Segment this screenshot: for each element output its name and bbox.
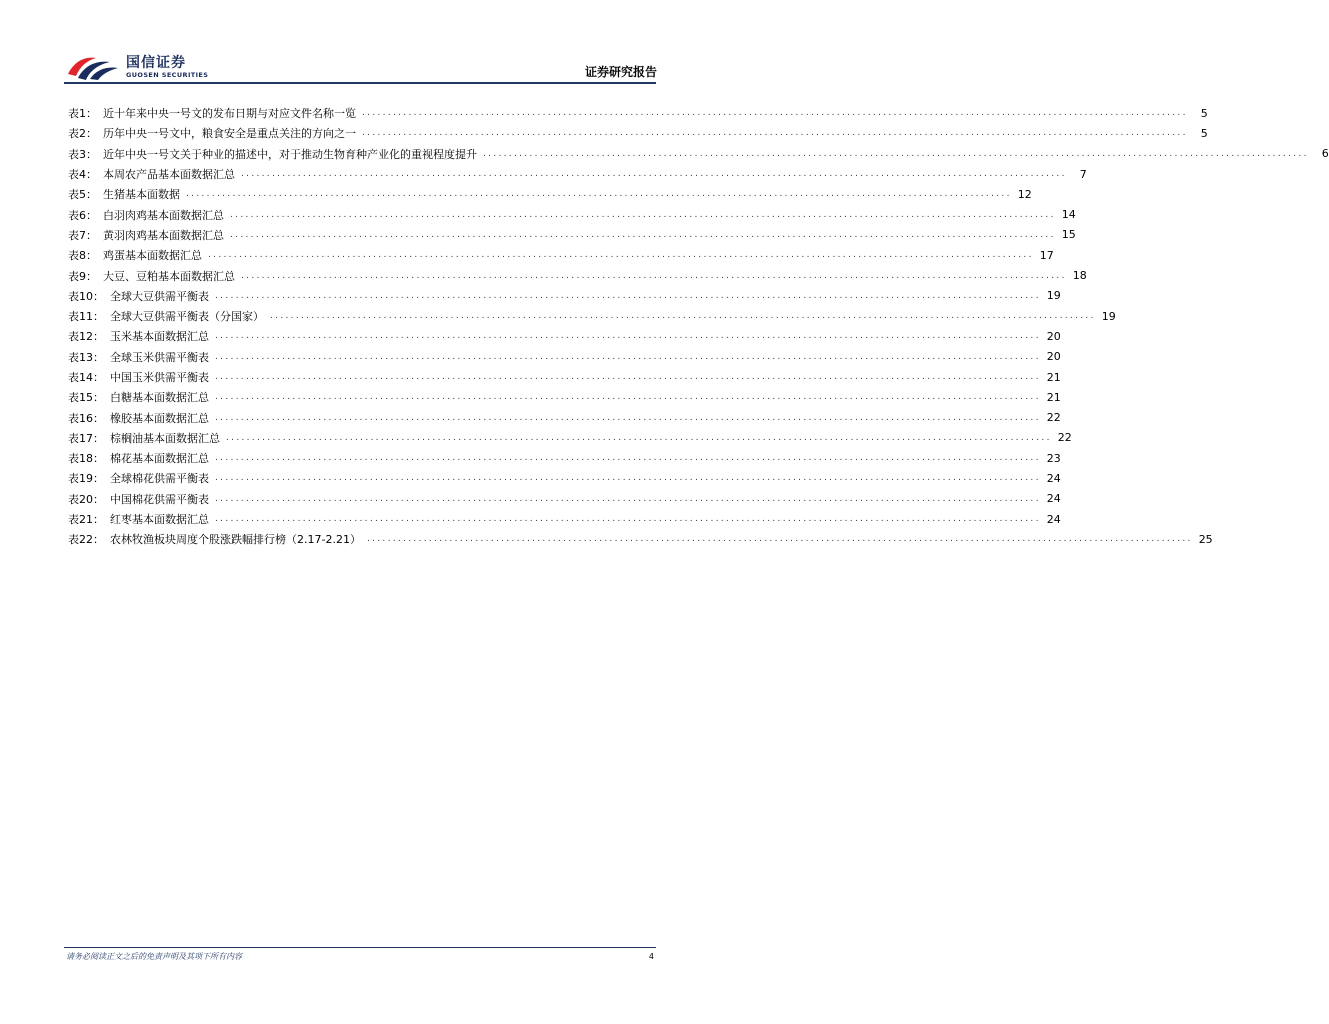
page-header xyxy=(66,50,657,90)
toc-leader-dots: ................................................................................................................................................................ xyxy=(215,453,1041,464)
toc-entry-label xyxy=(68,430,220,446)
toc-entry-title: 历年中央一号文中，粮食安全是重点关注的方向之一 xyxy=(103,127,356,141)
toc-entry-title: 鸡蛋基本面数据汇总 xyxy=(103,249,202,263)
toc-entry-label xyxy=(68,268,235,284)
toc-entry-number: 表7： xyxy=(68,228,97,242)
toc-leader-dots: ................................................................................................................................................................ xyxy=(215,392,1041,403)
toc-entry[interactable] xyxy=(68,367,1061,387)
toc-entry-number: 表10： xyxy=(68,289,104,303)
table-of-figures xyxy=(68,103,1329,550)
toc-leader-dots: ................................................................................................................................................................ xyxy=(483,148,1309,159)
toc-entry-number: 表12： xyxy=(68,330,104,344)
toc-entry-label xyxy=(68,288,209,304)
toc-entry[interactable] xyxy=(68,468,1061,488)
guosen-logo xyxy=(66,50,226,86)
toc-entry-title: 白羽肉鸡基本面数据汇总 xyxy=(103,208,224,222)
toc-entry[interactable] xyxy=(68,265,1087,285)
page-number: 4 xyxy=(648,952,654,961)
footer-disclaimer: 请务必阅读正文之后的免责声明及其项下所有内容 xyxy=(66,952,242,961)
toc-entry-page: 24 xyxy=(1046,471,1061,485)
toc-entry-number: 表14： xyxy=(68,371,104,384)
toc-leader-dots: ................................................................................................................................................................ xyxy=(215,412,1041,423)
toc-entry-number: 表20： xyxy=(68,492,104,506)
toc-entry-page: 22 xyxy=(1046,411,1061,425)
toc-entry-page: 24 xyxy=(1046,492,1061,506)
toc-entry-label xyxy=(68,531,361,547)
toc-entry-page: 5 xyxy=(1200,126,1208,140)
toc-entry[interactable] xyxy=(68,347,1061,367)
toc-entry-title: 中国玉米供需平衡表 xyxy=(110,371,209,384)
toc-entry-number: 表18： xyxy=(68,452,104,466)
toc-entry-label xyxy=(68,146,477,162)
toc-entry-page: 12 xyxy=(1017,187,1032,201)
toc-entry-page: 19 xyxy=(1046,289,1061,303)
toc-entry[interactable] xyxy=(68,489,1061,509)
toc-leader-dots: ................................................................................................................................................................ xyxy=(208,250,1034,261)
toc-entry-page: 6 xyxy=(1321,147,1329,161)
toc-leader-dots: ................................................................................................................................................................ xyxy=(230,209,1056,220)
toc-entry-label xyxy=(68,450,209,466)
toc-leader-dots: ................................................................................................................................................................ xyxy=(226,432,1052,443)
toc-entry[interactable] xyxy=(68,509,1061,529)
toc-entry-label xyxy=(68,186,180,202)
toc-leader-dots: ................................................................................................................................................................ xyxy=(270,311,1096,322)
toc-entry-page: 24 xyxy=(1046,512,1061,526)
toc-entry-number: 表6： xyxy=(68,208,97,222)
toc-entry[interactable] xyxy=(68,103,1208,123)
toc-entry[interactable] xyxy=(68,286,1061,306)
toc-entry-number: 表5： xyxy=(68,188,97,202)
toc-leader-dots: ................................................................................................................................................................ xyxy=(230,229,1056,240)
toc-entry[interactable] xyxy=(68,529,1213,549)
toc-entry[interactable] xyxy=(68,184,1032,204)
toc-entry-title: 本周农产品基本面数据汇总 xyxy=(103,168,235,182)
toc-entry-title: 近年中央一号文关于种业的描述中，对于推动生物育种产业化的重视程度提升 xyxy=(103,147,477,161)
toc-leader-dots: ................................................................................................................................................................ xyxy=(215,331,1041,342)
toc-entry-title: 近十年来中央一号文的发布日期与对应文件名称一览 xyxy=(103,107,356,121)
footer-divider xyxy=(64,947,656,948)
toc-leader-dots: ................................................................................................................................................................ xyxy=(215,473,1041,484)
toc-entry[interactable] xyxy=(68,204,1076,224)
toc-entry-title: 生猪基本面数据 xyxy=(103,188,180,202)
toc-entry[interactable] xyxy=(68,387,1061,407)
toc-entry-title: 黄羽肉鸡基本面数据汇总 xyxy=(103,228,224,242)
toc-entry-label xyxy=(68,389,209,405)
toc-entry-number: 表8： xyxy=(68,249,97,263)
toc-entry[interactable] xyxy=(68,407,1061,427)
toc-entry-label xyxy=(68,308,264,324)
toc-entry-title: 农林牧渔板块周度个股涨跌幅排行榜（2.17-2.21） xyxy=(110,533,361,547)
toc-entry-number: 表22： xyxy=(68,533,104,547)
toc-entry-number: 表17： xyxy=(68,431,104,445)
toc-entry-label xyxy=(68,491,209,507)
toc-entry-label xyxy=(68,410,209,426)
toc-entry-number: 表19： xyxy=(68,472,104,486)
toc-entry[interactable] xyxy=(68,428,1072,448)
toc-entry-title: 全球大豆供需平衡表（分国家） xyxy=(110,310,264,324)
toc-entry-title: 全球棉花供需平衡表 xyxy=(110,472,209,486)
toc-entry[interactable] xyxy=(68,225,1076,245)
toc-entry[interactable] xyxy=(68,123,1208,143)
toc-entry-title: 大豆、豆粕基本面数据汇总 xyxy=(103,269,235,283)
toc-leader-dots: ................................................................................................................................................................ xyxy=(215,372,1041,382)
toc-entry-label xyxy=(68,349,209,365)
report-type-label: 证券研究报告 xyxy=(584,65,657,79)
toc-leader-dots: ................................................................................................................................................................ xyxy=(215,351,1041,362)
toc-entry-title: 棉花基本面数据汇总 xyxy=(110,452,209,466)
toc-entry-page: 21 xyxy=(1046,390,1061,404)
toc-leader-dots: ................................................................................................................................................................ xyxy=(215,290,1041,301)
toc-leader-dots: ................................................................................................................................................................ xyxy=(241,169,1067,180)
toc-leader-dots: ................................................................................................................................................................ xyxy=(215,514,1041,525)
toc-entry[interactable] xyxy=(68,326,1061,346)
toc-entry-number: 表21： xyxy=(68,513,104,527)
toc-entry-page: 14 xyxy=(1061,208,1076,222)
toc-entry-page: 7 xyxy=(1079,167,1087,181)
toc-entry[interactable] xyxy=(68,144,1329,164)
toc-entry-page: 25 xyxy=(1198,532,1213,546)
toc-entry-label xyxy=(68,227,224,243)
toc-leader-dots: ................................................................................................................................................................ xyxy=(241,270,1067,281)
toc-entry-title: 棕榈油基本面数据汇总 xyxy=(110,431,220,445)
toc-entry-number: 表1： xyxy=(68,107,97,121)
toc-entry-page: 20 xyxy=(1046,350,1061,364)
toc-leader-dots: ................................................................................................................................................................ xyxy=(362,128,1188,139)
logo-chinese-name: 国信证券 xyxy=(126,55,186,71)
toc-entry[interactable] xyxy=(68,448,1061,468)
toc-entry[interactable] xyxy=(68,306,1116,326)
toc-entry-page: 20 xyxy=(1046,329,1061,343)
toc-entry[interactable] xyxy=(68,245,1054,265)
toc-entry-title: 白糖基本面数据汇总 xyxy=(110,391,209,405)
toc-entry-number: 表3： xyxy=(68,147,97,161)
toc-entry-number: 表16： xyxy=(68,411,104,425)
toc-entry[interactable] xyxy=(68,164,1087,184)
toc-entry-page: 19 xyxy=(1101,309,1116,323)
toc-entry-label xyxy=(68,470,209,486)
toc-entry-label xyxy=(68,125,356,141)
toc-leader-dots: ................................................................................................................................................................ xyxy=(215,493,1041,504)
toc-entry-label xyxy=(68,328,209,344)
toc-entry-page: 15 xyxy=(1061,228,1076,242)
toc-entry-title: 玉米基本面数据汇总 xyxy=(110,330,209,344)
toc-entry-number: 表4： xyxy=(68,168,97,182)
toc-entry-number: 表2： xyxy=(68,127,97,141)
toc-entry-number: 表9： xyxy=(68,269,97,283)
toc-entry-label xyxy=(68,166,235,182)
toc-entry-label xyxy=(68,369,209,385)
toc-entry-title: 中国棉花供需平衡表 xyxy=(110,492,209,506)
toc-entry-page: 22 xyxy=(1057,431,1072,445)
toc-entry-page: 5 xyxy=(1200,106,1208,120)
toc-entry-page: 18 xyxy=(1072,269,1087,283)
toc-entry-label xyxy=(68,105,356,121)
guosen-logo-icon xyxy=(66,52,120,82)
toc-entry-page: 21 xyxy=(1046,370,1061,384)
header-divider xyxy=(64,82,656,84)
toc-entry-number: 表11： xyxy=(68,310,104,324)
toc-entry-title: 橡胶基本面数据汇总 xyxy=(110,411,209,425)
toc-entry-number: 表13： xyxy=(68,350,104,364)
toc-entry-title: 红枣基本面数据汇总 xyxy=(110,513,209,527)
toc-entry-label xyxy=(68,511,209,527)
toc-leader-dots: ................................................................................................................................................................ xyxy=(366,534,1193,545)
toc-entry-label xyxy=(68,247,202,263)
toc-entry-number: 表15： xyxy=(68,391,104,405)
toc-entry-title: 全球玉米供需平衡表 xyxy=(110,350,209,364)
toc-entry-title: 全球大豆供需平衡表 xyxy=(110,289,209,303)
toc-entry-page: 17 xyxy=(1039,248,1054,262)
toc-entry-page: 23 xyxy=(1046,451,1061,465)
toc-leader-dots: ................................................................................................................................................................ xyxy=(362,108,1188,119)
toc-leader-dots: ................................................................................................................................................................ xyxy=(186,189,1012,200)
toc-entry-label xyxy=(68,207,224,223)
logo-english-name: GUOSEN SECURITIES xyxy=(126,71,209,79)
